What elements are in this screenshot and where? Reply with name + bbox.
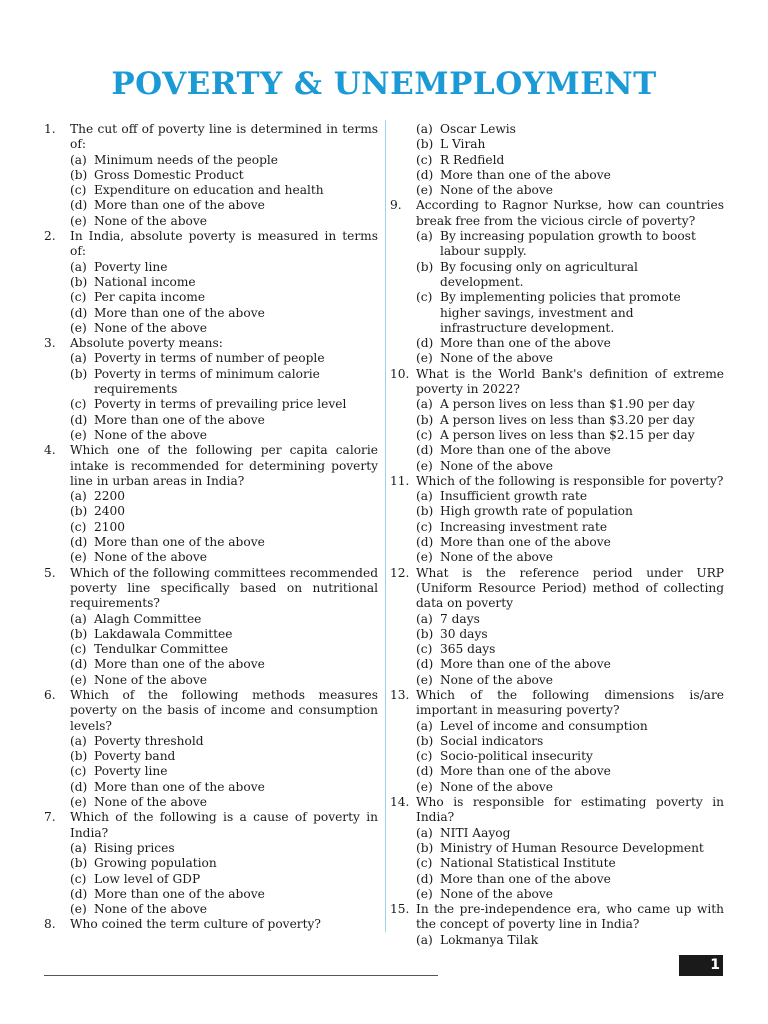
option-text: Minimum needs of the people [94,152,278,167]
option-letter: (d) [416,657,434,672]
option-text: R Redfield [440,152,505,167]
answer-option [390,826,724,841]
option-text: 30 days [440,626,488,641]
option-text: More than one of the above [94,886,265,901]
answer-option [390,933,724,948]
option-text: None of the above [440,550,553,565]
answer-option [390,520,724,535]
answer-option [390,872,724,887]
answer-option [44,214,378,229]
answer-option [390,336,724,351]
page-number-badge: 1 [679,955,723,976]
option-text: By implementing policies that promote higher savings, investment and infrastructure development. [440,290,681,335]
option-letter: (b) [70,626,88,641]
option-text: Expenditure on education and health [94,183,324,198]
question-item [44,917,378,932]
answer-option [390,290,724,336]
question-item [390,688,724,719]
question-item [390,198,724,229]
answer-option [44,887,378,902]
option-text: More than one of the above [440,764,611,779]
option-text: Lakdawala Committee [94,626,233,641]
option-text: More than one of the above [94,779,265,794]
question-item [390,474,724,489]
answer-option [44,260,378,275]
option-text: None of the above [94,213,207,228]
option-letter: (b) [416,259,434,274]
answer-option [390,397,724,412]
question-text: In India, absolute poverty is measured in terms of: [70,229,378,259]
option-text: National Statistical Institute [440,856,616,871]
option-letter: (c) [416,427,433,442]
answer-option [390,749,724,764]
answer-option [390,459,724,474]
option-text: Poverty line [94,764,168,779]
answer-option [390,550,724,565]
question-number: 3. [44,336,56,351]
option-letter: (c) [416,152,433,167]
answer-option [390,734,724,749]
option-text: Increasing investment rate [440,519,608,534]
option-text: Insufficient growth rate [440,489,588,504]
option-text: None of the above [440,458,553,473]
option-letter: (c) [416,856,433,871]
question-text: Who is responsible for estimating poverty in India? [416,795,724,825]
answer-option [44,198,378,213]
option-letter: (c) [416,749,433,764]
option-letter: (c) [70,871,87,886]
option-text: None of the above [440,672,553,687]
option-text: Level of income and consumption [440,718,648,733]
option-letter: (b) [416,840,434,855]
answer-option [390,887,724,902]
option-letter: (a) [70,733,87,748]
option-letter: (d) [70,412,88,427]
answer-option [44,428,378,443]
option-letter: (a) [70,351,87,366]
option-text: Tendulkar Committee [94,642,229,657]
option-letter: (c) [70,642,87,657]
option-text: Lokmanya Tilak [440,932,539,947]
question-number: 6. [44,687,56,702]
answer-option [44,504,378,519]
option-text: A person lives on less than $1.90 per day [440,397,695,412]
option-letter: (a) [70,611,87,626]
option-text: More than one of the above [94,535,265,550]
option-text: By focusing only on agricultural development. [440,259,638,289]
option-letter: (d) [416,871,434,886]
option-text: More than one of the above [440,443,611,458]
option-text: None of the above [94,902,207,917]
question-item [44,443,378,489]
option-letter: (d) [70,657,88,672]
answer-option [44,856,378,871]
option-letter: (c) [70,519,87,534]
option-letter: (d) [70,198,88,213]
option-text: Growing population [94,856,217,871]
answer-option [44,413,378,428]
answer-option [390,642,724,657]
question-number: 1. [44,122,56,136]
question-continuation [390,122,724,198]
answer-option [44,520,378,535]
option-text: 2400 [94,504,126,519]
option-text: None of the above [440,183,553,198]
question-number: 7. [44,810,56,825]
option-letter: (b) [416,504,434,519]
option-text: More than one of the above [440,535,611,550]
option-letter: (c) [416,642,433,657]
option-text: 2200 [94,489,126,504]
question-text: What is the reference period under URP (Uniform Resource Period) method of collecting data on poverty [416,565,724,611]
question-item [390,367,724,398]
answer-option [390,764,724,779]
option-text: Per capita income [94,290,206,305]
option-letter: (d) [70,886,88,901]
option-text: None of the above [94,320,207,335]
option-letter: (a) [70,489,87,504]
answer-option [44,657,378,672]
question-number: 4. [44,443,56,458]
answer-option [44,168,378,183]
question-text: Which of the following methods measures poverty on the basis of income and consumption levels? [70,687,378,733]
question-text: What is the World Bank's definition of extreme poverty in 2022? [416,366,724,397]
option-letter: (a) [416,122,433,136]
option-text: Poverty in terms of minimum calorie requirements [94,366,320,397]
option-letter: (b) [416,626,434,641]
option-text: Socio-political insecurity [440,749,593,764]
option-text: 2100 [94,519,126,534]
question-item [44,122,378,153]
answer-option [416,137,724,152]
answer-option [390,443,724,458]
option-text: 365 days [440,642,496,657]
question-item [44,566,378,612]
option-letter: (d) [416,443,434,458]
option-text: Social indicators [440,733,544,748]
option-letter: (c) [416,290,433,305]
question-text: Which of the following is responsible for poverty? [416,473,724,488]
question-number: 11. [390,473,410,488]
answer-option [44,872,378,887]
question-text: The cut off of poverty line is determined in terms of: [70,122,378,152]
answer-option [44,612,378,627]
answer-option [390,856,724,871]
question-text: Which of the following dimensions is/are important in measuring poverty? [416,687,724,718]
question-item [44,229,378,260]
option-text: More than one of the above [94,305,265,320]
option-letter: (e) [70,902,87,917]
option-text: Poverty band [94,749,176,764]
option-letter: (d) [416,764,434,779]
question-text: Which of the following committees recommended poverty line specifically based on nutritional requirements? [70,565,378,611]
column-divider [385,120,386,932]
answer-option [390,504,724,519]
question-number: 10. [390,366,410,381]
question-number: 8. [44,917,56,932]
option-text: None of the above [94,427,207,442]
question-text: In the pre-independence era, who came up with the concept of poverty line in India? [416,902,724,932]
option-letter: (a) [416,397,433,412]
option-letter: (d) [70,779,88,794]
option-letter: (c) [70,290,87,305]
option-letter: (d) [416,167,434,182]
answer-option [390,413,724,428]
option-text: Rising prices [94,840,175,855]
option-text: 7 days [440,611,480,626]
answer-option [44,780,378,795]
option-letter: (d) [70,305,88,320]
answer-option [44,902,378,917]
answer-option [390,260,724,291]
question-item [390,902,724,933]
option-letter: (c) [70,397,87,412]
left-column [44,122,378,933]
answer-option [44,153,378,168]
option-letter: (b) [70,366,88,381]
option-letter: (e) [70,427,87,442]
option-text: None of the above [440,886,553,901]
answer-option [44,489,378,504]
question-number: 12. [390,565,410,580]
option-letter: (a) [70,259,87,274]
option-text: Low level of GDP [94,871,201,886]
question-item [390,566,724,612]
question-number: 2. [44,229,56,244]
answer-option [44,749,378,764]
option-letter: (d) [70,535,88,550]
answer-option [390,229,724,260]
answer-option [390,627,724,642]
option-text: A person lives on less than $3.20 per day [440,412,695,427]
option-text: More than one of the above [440,167,611,182]
answer-option [44,642,378,657]
option-text: Poverty in terms of prevailing price level [94,397,347,412]
option-letter: (e) [70,795,87,810]
answer-option [416,153,724,168]
option-letter: (b) [70,856,88,871]
question-number: 15. [390,902,410,917]
question-number: 13. [390,687,410,702]
option-letter: (b) [70,749,88,764]
option-text: High growth rate of population [440,504,633,519]
option-text: Alagh Committee [94,611,202,626]
option-text: NITI Aayog [440,825,511,840]
answer-option [416,122,724,137]
answer-option [390,673,724,688]
answer-option [44,306,378,321]
answer-option [44,734,378,749]
answer-option [44,290,378,305]
option-text: Oscar Lewis [440,122,516,136]
option-letter: (a) [416,825,433,840]
option-text: A person lives on less than $2.15 per day [440,427,695,442]
right-column [390,122,724,948]
option-letter: (e) [416,183,433,198]
option-letter: (e) [70,213,87,228]
option-letter: (c) [416,519,433,534]
option-text: More than one of the above [440,336,611,351]
option-text: More than one of the above [94,412,265,427]
answer-option [390,351,724,366]
option-letter: (b) [416,733,434,748]
question-item [44,810,378,841]
answer-option [44,764,378,779]
option-text: More than one of the above [440,871,611,886]
answer-option [44,397,378,412]
option-text: National income [94,274,196,289]
answer-option [416,183,724,198]
page-title: POVERTY & UNEMPLOYMENT [111,66,657,102]
answer-option [44,795,378,810]
option-letter: (a) [416,932,433,947]
option-letter: (a) [416,611,433,626]
answer-option [390,780,724,795]
answer-option [390,428,724,443]
option-text: By increasing population growth to boost labour supply. [440,229,696,259]
question-text: Which one of the following per capita calorie intake is recommended for determining poverty line in urban areas in India? [70,443,378,488]
option-text: None of the above [440,351,553,366]
question-text: Who coined the term culture of poverty? [70,917,321,932]
answer-option [44,841,378,856]
option-letter: (a) [416,489,433,504]
option-letter: (a) [416,229,433,244]
option-letter: (e) [416,351,433,366]
option-letter: (b) [416,137,434,152]
answer-option [44,367,378,398]
footer-rule [44,975,438,976]
option-letter: (e) [416,886,433,901]
option-letter: (a) [416,718,433,733]
question-item [44,336,378,351]
option-letter: (e) [70,320,87,335]
answer-option [390,657,724,672]
answer-option [44,535,378,550]
option-text: None of the above [94,795,207,810]
option-text: Poverty in terms of number of people [94,351,325,366]
answer-option [390,841,724,856]
option-letter: (c) [70,183,87,198]
question-item [44,688,378,734]
option-letter: (a) [70,152,87,167]
answer-option [44,275,378,290]
option-text: None of the above [94,672,207,687]
answer-option [390,489,724,504]
option-text: Poverty line [94,259,168,274]
option-letter: (c) [70,764,87,779]
question-item [390,795,724,826]
answer-option [390,535,724,550]
answer-option [416,168,724,183]
answer-option [44,351,378,366]
option-letter: (b) [70,167,88,182]
answer-option [390,612,724,627]
option-text: Gross Domestic Product [94,167,244,182]
question-text: Which of the following is a cause of poverty in India? [70,810,378,840]
option-letter: (e) [416,779,433,794]
option-letter: (a) [70,840,87,855]
option-text: Poverty threshold [94,733,204,748]
question-number: 14. [390,795,410,810]
answer-option [44,673,378,688]
answer-option [44,627,378,642]
question-text: Absolute poverty means: [70,336,223,351]
answer-option [390,719,724,734]
question-text: According to Ragnor Nurkse, how can countries break free from the vicious circle of poverty? [416,198,724,228]
option-text: More than one of the above [440,657,611,672]
option-letter: (e) [416,550,433,565]
option-text: None of the above [440,779,553,794]
option-letter: (b) [70,504,88,519]
option-letter: (e) [70,550,87,565]
option-text: L Virah [440,137,486,152]
option-text: More than one of the above [94,198,265,213]
option-letter: (b) [416,412,434,427]
question-number: 5. [44,565,56,580]
option-text: Ministry of Human Resource Development [440,840,704,855]
option-letter: (e) [70,672,87,687]
answer-option [44,321,378,336]
option-letter: (d) [416,336,434,351]
answer-option [44,183,378,198]
question-number: 9. [390,198,402,213]
option-text: More than one of the above [94,657,265,672]
option-letter: (d) [416,535,434,550]
option-letter: (b) [70,274,88,289]
option-text: None of the above [94,550,207,565]
option-letter: (e) [416,672,433,687]
answer-option [44,550,378,565]
option-letter: (e) [416,458,433,473]
